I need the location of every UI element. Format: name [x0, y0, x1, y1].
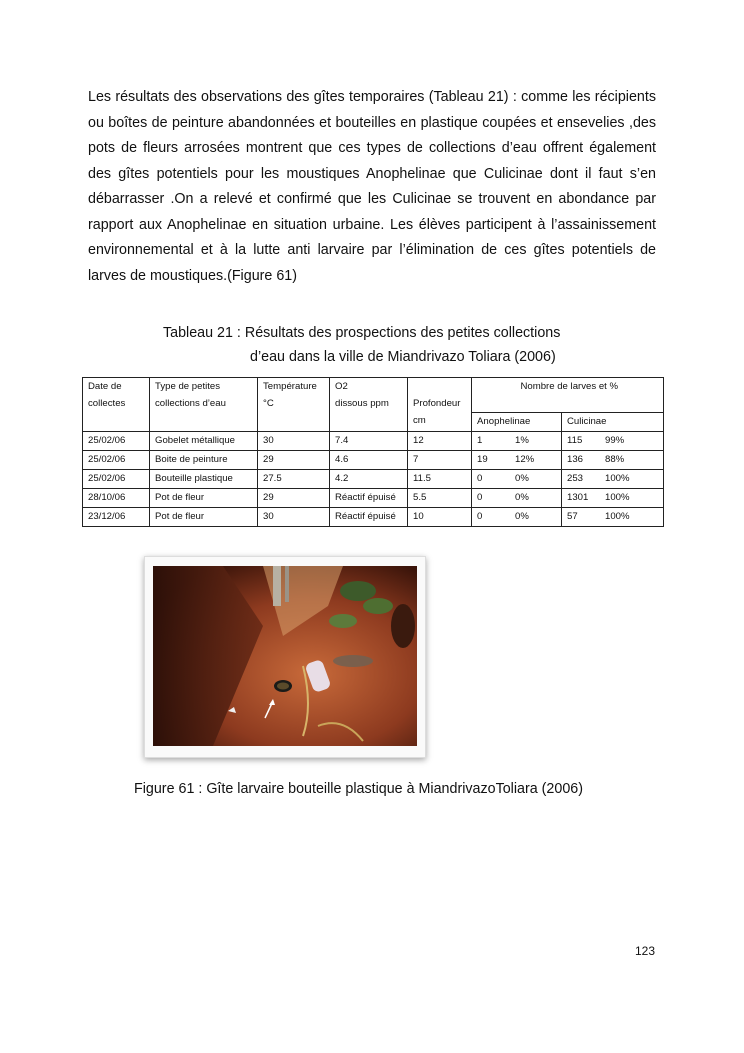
table-row — [83, 451, 664, 470]
results-table — [82, 377, 664, 527]
cell-profondeur: 11.5 — [408, 470, 472, 489]
table-caption-line-1: Tableau 21 : Résultats des prospections des petites collections — [163, 325, 561, 341]
header-type: Type de petites collections d’eau — [150, 378, 258, 432]
cell-anophelinae — [472, 489, 562, 508]
cell-date: 25/02/06 — [83, 470, 150, 489]
photo-larval-habitat — [153, 566, 417, 746]
cell-profondeur: 5.5 — [408, 489, 472, 508]
cell-culicinae-count: 136 — [567, 454, 584, 465]
cell-culicinae-percent: 88% — [605, 454, 625, 465]
cell-culicinae — [562, 508, 664, 527]
cell-culicinae-count: 253 — [567, 473, 584, 484]
header-culicinae: Culicinae — [562, 413, 664, 432]
figure-caption: Figure 61 : Gîte larvaire bouteille plastique à MiandrivazoToliara (2006) — [134, 781, 583, 797]
cell-type: Pot de fleur — [150, 508, 258, 527]
cell-temperature: 30 — [258, 508, 330, 527]
cell-type: Bouteille plastique — [150, 470, 258, 489]
cell-o2: Réactif épuisé — [330, 508, 408, 527]
cell-culicinae-percent: 100% — [605, 473, 630, 484]
cell-culicinae-count: 1301 — [567, 492, 589, 503]
cell-culicinae-count: 57 — [567, 511, 578, 522]
cell-anophelinae — [472, 508, 562, 527]
cell-anophelinae-count: 1 — [477, 435, 483, 446]
cell-temperature: 29 — [258, 451, 330, 470]
cell-culicinae-percent: 99% — [605, 435, 625, 446]
cell-anophelinae-percent: 0% — [515, 492, 529, 503]
header-anophelinae: Anophelinae — [472, 413, 562, 432]
cell-profondeur: 10 — [408, 508, 472, 527]
header-larves: Nombre de larves et % — [472, 378, 664, 413]
cell-type: Gobelet métallique — [150, 432, 258, 451]
cell-temperature: 30 — [258, 432, 330, 451]
cell-date: 25/02/06 — [83, 451, 150, 470]
cell-o2: 7.4 — [330, 432, 408, 451]
figure-photo — [144, 556, 426, 758]
header-date: Date de collectes — [83, 378, 150, 432]
cell-anophelinae-count: 0 — [477, 492, 483, 503]
cell-culicinae-count: 115 — [567, 435, 583, 446]
table-caption-line-2: d’eau dans la ville de Miandrivazo Toliara (2006) — [250, 349, 556, 365]
table-row — [83, 432, 664, 451]
cell-o2: 4.2 — [330, 470, 408, 489]
table-row — [83, 489, 664, 508]
cell-culicinae — [562, 451, 664, 470]
cell-anophelinae-percent: 1% — [515, 435, 529, 446]
cell-culicinae-percent: 100% — [605, 511, 630, 522]
cell-anophelinae-count: 19 — [477, 454, 488, 465]
page-number: 123 — [635, 944, 656, 958]
header-profondeur: Profondeur cm — [408, 378, 472, 432]
cell-anophelinae-percent: 0% — [515, 473, 529, 484]
cell-culicinae — [562, 432, 664, 451]
header-o2: O2 dissous ppm — [330, 378, 408, 432]
header-temperature: Température °C — [258, 378, 330, 432]
table-row — [83, 470, 664, 489]
cell-culicinae-percent: 100% — [605, 492, 630, 503]
cell-anophelinae-count: 0 — [477, 511, 483, 522]
cell-type: Pot de fleur — [150, 489, 258, 508]
table-header-row-1 — [83, 378, 664, 413]
cell-profondeur: 7 — [408, 451, 472, 470]
cell-profondeur: 12 — [408, 432, 472, 451]
cell-date: 23/12/06 — [83, 508, 150, 527]
cell-culicinae — [562, 489, 664, 508]
cell-anophelinae-percent: 12% — [515, 454, 535, 465]
cell-culicinae — [562, 470, 664, 489]
cell-o2: Réactif épuisé — [330, 489, 408, 508]
table-row — [83, 508, 664, 527]
cell-anophelinae — [472, 432, 562, 451]
cell-anophelinae — [472, 451, 562, 470]
cell-temperature: 27.5 — [258, 470, 330, 489]
cell-type: Boite de peinture — [150, 451, 258, 470]
cell-o2: 4.6 — [330, 451, 408, 470]
cell-date: 25/02/06 — [83, 432, 150, 451]
body-paragraph: Les résultats des observations des gîtes temporaires (Tableau 21) : comme les récipients ou boîtes de peinture abandonnées et bouteilles en plastique coupées et ensevelies ,des pots de fleurs arrosées montrent que ces types de collections d’eau offrent également des gîtes potentiels pour les moustiques Anophelinae que Culicinae dont il faut s’en débarrasser .On a relevé et confirmé que les Culicinae se trouvent en abondance par rapport aux Anophelinae en situation urbaine. Les élèves participent à l’assainissement environnemental et à la lutte anti larvaire par l’élimination de ces gîtes potentiels de larves de moustiques.(Figure 61) — [88, 89, 656, 284]
cell-anophelinae-percent: 0% — [515, 511, 529, 522]
cell-date: 28/10/06 — [83, 489, 150, 508]
cell-temperature: 29 — [258, 489, 330, 508]
cell-anophelinae — [472, 470, 562, 489]
cell-anophelinae-count: 0 — [477, 473, 483, 484]
